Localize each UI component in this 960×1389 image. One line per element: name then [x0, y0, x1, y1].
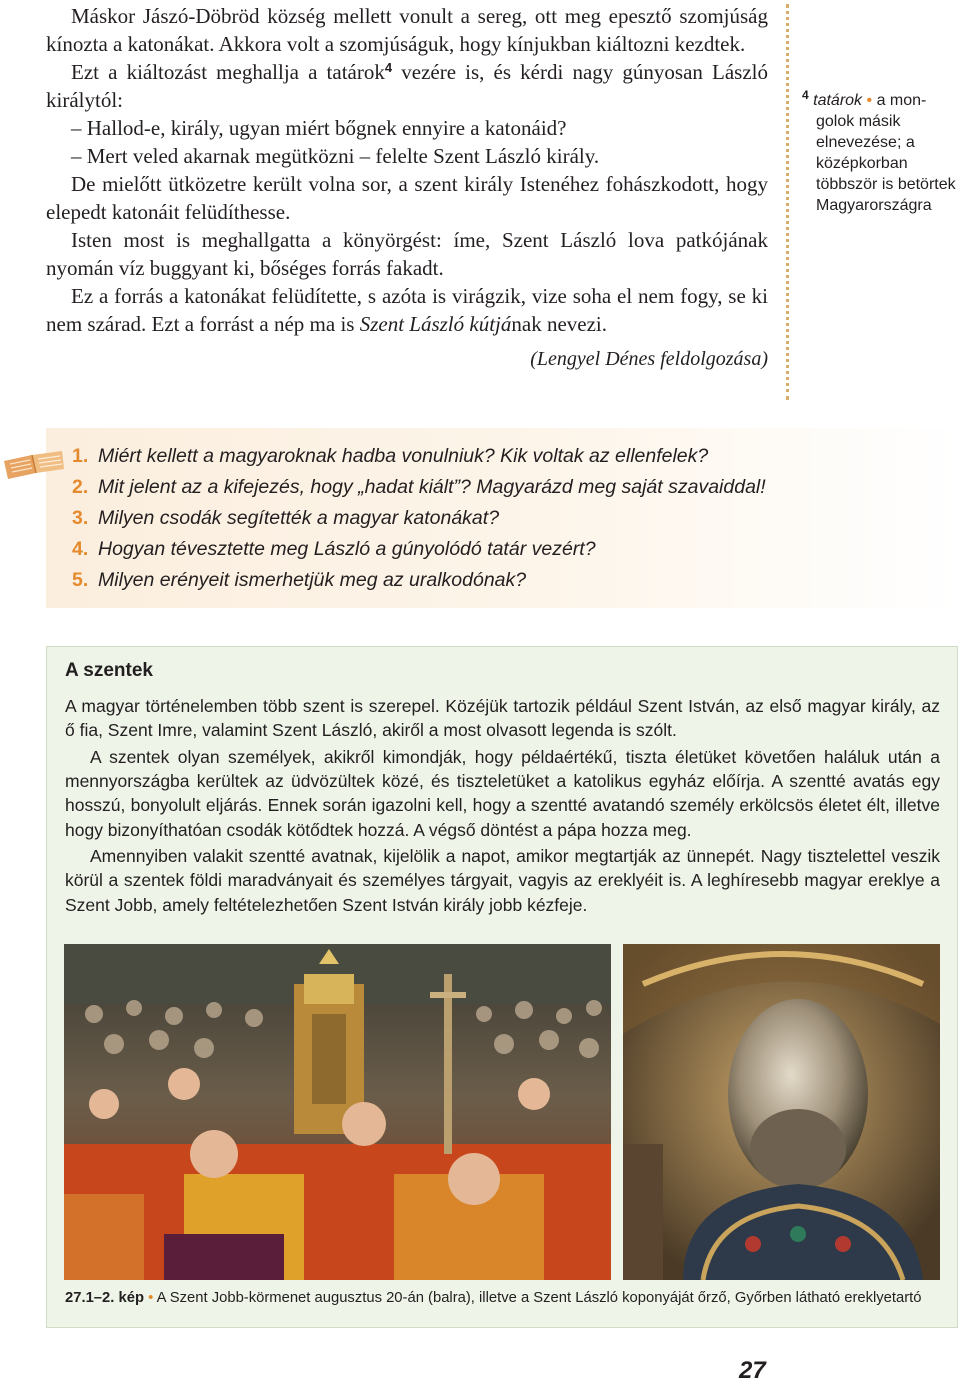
procession-illustration — [64, 944, 611, 1280]
margin-divider — [786, 4, 789, 400]
bullet-dot: • — [148, 1290, 154, 1306]
footnote-ref[interactable]: 4 — [384, 60, 393, 75]
caption-number: 27.1–2. kép — [65, 1290, 144, 1306]
reliquary-photo — [623, 944, 940, 1280]
footnote — [802, 90, 960, 216]
story-paragraph: Ezt a kiáltozást meghallja a tatárok$^4$ vezére is, és kérdi nagy gúnyosan László királytól: — [46, 60, 769, 112]
story-author: (Lengyel Dénes feldolgozása) — [530, 348, 768, 370]
story-paragraph: – Mert veled akarnak megütközni – felelte Szent László király. — [71, 144, 600, 168]
footnote-number: 4 — [802, 88, 809, 102]
question-item: 3. Milyen csodák segítették a magyar katonákat? — [72, 507, 500, 529]
info-paragraph: Amennyiben valakit szentté avatnak, kijelölik a napot, amikor megtartják az ünnepét. Nagy tisztelettel veszik körül a szentek földi maradványait és személyes tárgyait, vagyis az ereklyéit is. A leghíresebb magyar ereklye a Szent Jobb, amely feltételezhetően Szent István király jobb kézfeje. — [65, 846, 940, 915]
footnote-rest: golok másik elnevezése; a középkorban többször is betörtek Magyarországra — [816, 113, 956, 214]
story-paragraph: – Hallod-e, király, ugyan miért bőgnek ennyire a katonáid? — [71, 116, 567, 140]
reliquary-illustration — [623, 944, 940, 1280]
story-paragraph: De mielőtt ütközetre került volna sor, a szent király Istenéhez fohászkodott, hogy elepedt katonáit felüdíthesse. — [46, 172, 768, 224]
info-paragraph: A szentek olyan személyek, akikről kimondják, hogy példaértékű, tiszta életüket követően haláluk után a mennyországba kerültek az üdvözültek közé, és tiszteletüket a katolikus egyház előírja. A szentté avatás egy hosszú, bonyolult eljárás. Ennek során igazolni kell, hogy a szentté avatandó személy erkölcsös életet élt, illetve hogy bizonyíthatóan csodák kötődtek hozzá. A végső döntést a pápa hozza meg. — [65, 746, 940, 840]
info-box-text — [65, 694, 940, 919]
open-book-icon — [2, 447, 66, 483]
page-number: 27 — [739, 1357, 766, 1384]
footnote-first: a mon- — [876, 92, 927, 109]
caption-text: A Szent Jobb-körmenet augusztus 20-án (balra), illetve a Szent László koponyáját őrző, Győrben látható ereklyetartó — [156, 1290, 922, 1306]
info-box-title: A szentek — [65, 660, 153, 681]
question-item: 4. Hogyan tévesztette meg László a gúnyolódó tatár vezért? — [72, 538, 596, 560]
question-item: 5. Milyen erényeit ismerhetjük meg az uralkodónak? — [72, 569, 527, 591]
story-paragraph: Máskor Jászó-Döbröd község mellett vonult a sereg, ott meg epesztő szomjúság kínozta a katonákat. Akkora volt a szomjúságuk, hogy kínjukban kiáltozni kezdtek. — [46, 4, 768, 56]
photo-caption — [65, 1290, 945, 1306]
story-paragraph: Isten most is meghallgatta a könyörgést: íme, Szent László lova patkójának nyomán víz buggyant ki, bőséges forrás fakadt. — [46, 228, 768, 280]
question-item: 1. Miért kellett a magyaroknak hadba vonulniuk? Kik voltak az ellenfelek? — [72, 445, 709, 467]
question-list — [72, 443, 766, 598]
footnote-term: tatárok — [813, 92, 863, 109]
question-item: 2. Mit jelent az a kifejezés, hogy „hadat kiált”? Magyarázd meg saját szavaiddal! — [72, 476, 766, 498]
story-text — [46, 2, 768, 373]
story-paragraph: Ez a forrás a katonákat felüdítette, s azóta is virágzik, vize soha el nem fogy, se ki nem szárad. Ezt a forrást a nép ma is Szent László kútjának nevezi. — [46, 284, 768, 336]
info-paragraph: A magyar történelemben több szent is szerepel. Közéjük tartozik például Szent István, az első magyar király, az ő fia, Szent Imre, valamint Szent László, akiről a most olvasott legenda is szólt. — [65, 696, 940, 741]
procession-photo — [64, 944, 611, 1280]
bullet-dot: • — [866, 92, 873, 109]
